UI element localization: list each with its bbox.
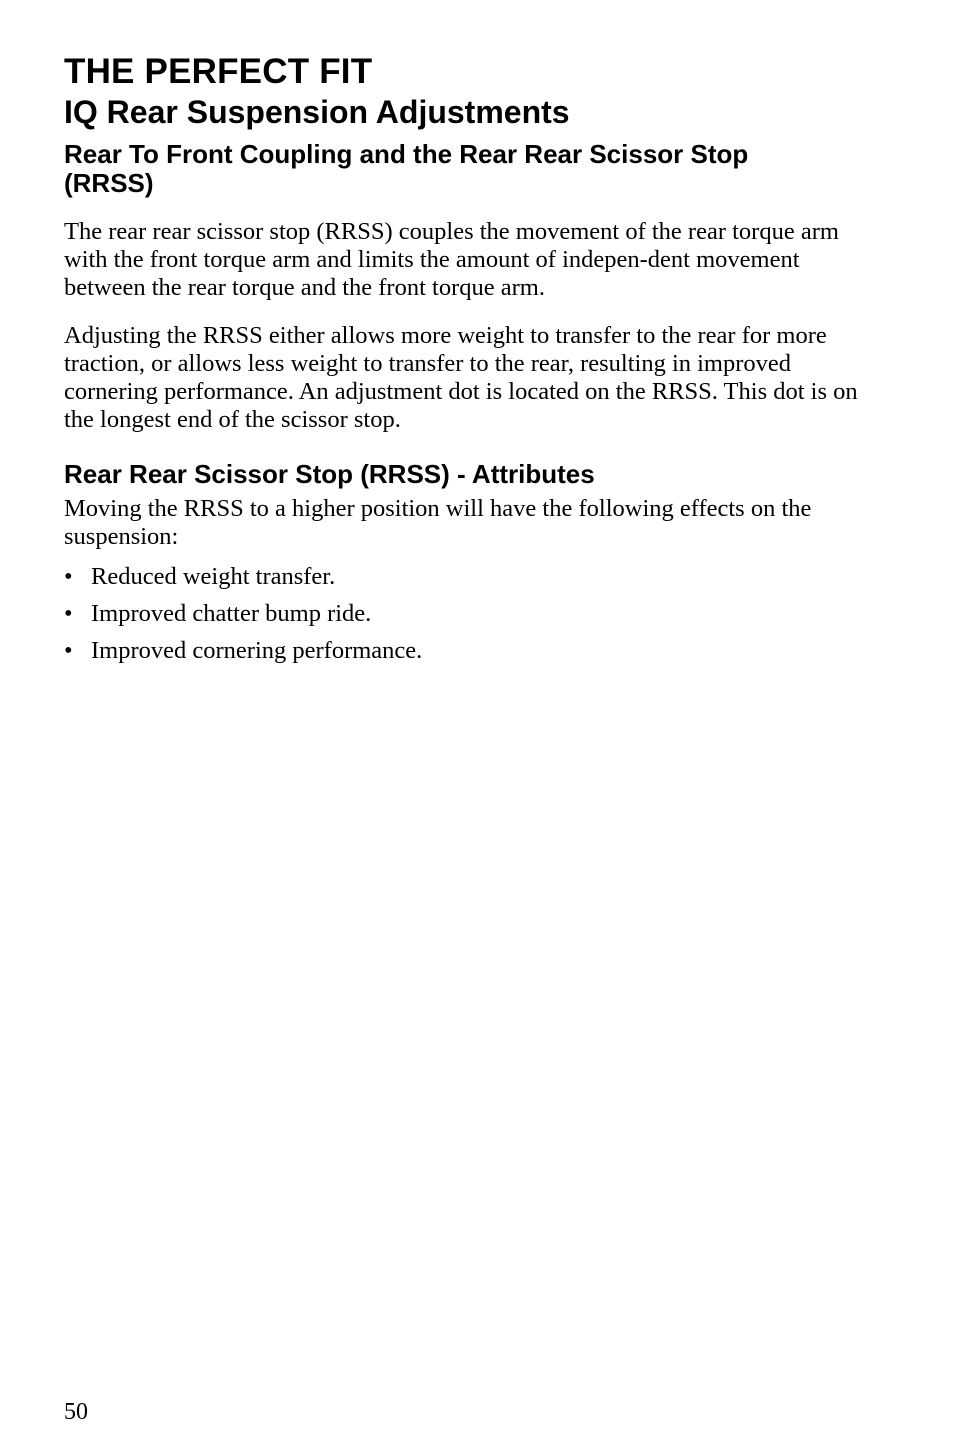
bullet-icon: • [64,563,73,590]
list-item-text: Reduced weight transfer. [91,563,336,590]
subsection-heading-coupling [64,140,864,198]
subsection-heading-line-1: Rear To Front Coupling and the Rear Rear Scissor Stop [64,139,749,169]
paragraph-attributes-intro: Moving the RRSS to a higher position will have the following effects on the suspension: [64,495,812,550]
page-number: 50 [64,1399,88,1425]
section-title: IQ Rear Suspension Adjustments [64,94,570,130]
bullet-icon: • [64,637,73,664]
list-item [64,637,864,665]
paragraph-adjustment-description: Adjusting the RRSS either allows more weight to transfer to the rear for more traction, or allows less weight to transfer to the rear, resulting in improved cornering performance. An adjustment dot is located on the RRSS. This dot is on the longest end of the scissor stop. [64,322,858,433]
paragraph-coupling-description: The rear rear scissor stop (RRSS) couples the movement of the rear torque arm with the front torque arm and limits the amount of indepen-dent movement between the rear torque and the front torque arm. [64,218,839,301]
list-item-text: Improved cornering performance. [91,637,423,664]
subsection-heading-line-2: (RRSS) [64,168,154,198]
list-item-text: Improved chatter bump ride. [91,600,372,627]
effects-list [64,563,864,665]
chapter-title: THE PERFECT FIT [64,52,373,91]
subsection-heading-attributes: Rear Rear Scissor Stop (RRSS) - Attributes [64,459,595,489]
list-item [64,600,864,628]
list-item [64,563,864,591]
document-page [64,52,864,674]
bullet-icon: • [64,600,73,627]
